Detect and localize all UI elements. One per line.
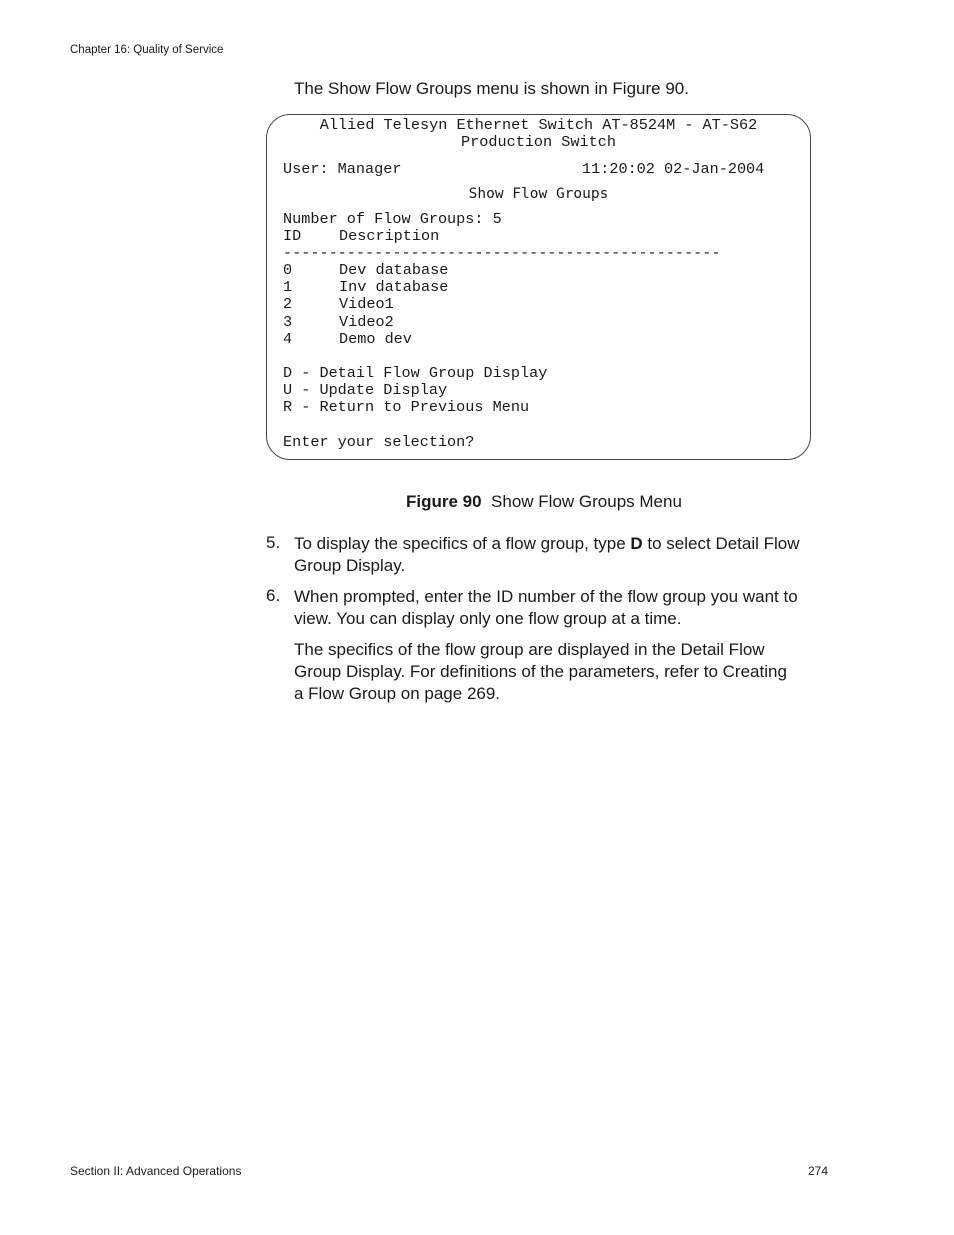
figure-title: Show Flow Groups Menu bbox=[491, 492, 682, 511]
row-id: 2 bbox=[283, 295, 293, 313]
row-description: Demo dev bbox=[339, 330, 412, 348]
footer-section: Section II: Advanced Operations bbox=[70, 1164, 242, 1178]
row-description: Dev database bbox=[339, 261, 449, 279]
step-text-pre: To display the specifics of a flow group, type bbox=[294, 534, 631, 553]
figure-label: Figure 90 bbox=[406, 492, 482, 511]
step-number: 5. bbox=[266, 533, 281, 552]
menu-option-update: U - Update Display bbox=[283, 381, 448, 399]
column-header-id: ID bbox=[283, 227, 302, 245]
row-id: 3 bbox=[283, 313, 293, 331]
chapter-header: Chapter 16: Quality of Service bbox=[70, 44, 224, 56]
selection-prompt: Enter your selection? bbox=[283, 433, 475, 451]
menu-option-return: R - Return to Previous Menu bbox=[283, 398, 530, 416]
row-id: 0 bbox=[283, 261, 293, 279]
step-number: 6. bbox=[266, 586, 281, 605]
paragraph-line: a Flow Group on page 269. bbox=[294, 684, 501, 703]
terminal-title: Allied Telesyn Ethernet Switch AT-8524M - AT-S62 bbox=[319, 116, 758, 134]
paragraph-line: Group Display. For definitions of the parameters, refer to Creating bbox=[294, 662, 787, 681]
column-header-description: Description bbox=[339, 227, 440, 245]
terminal-user: User: Manager bbox=[283, 160, 402, 178]
row-description: Video1 bbox=[339, 295, 394, 313]
menu-option-detail: D - Detail Flow Group Display bbox=[283, 364, 548, 382]
paragraph-line: The specifics of the flow group are displayed in the Detail Flow bbox=[294, 640, 765, 659]
figure-caption bbox=[406, 492, 682, 512]
step-key: D bbox=[630, 534, 643, 553]
terminal-datetime: 11:20:02 02-Jan-2004 bbox=[582, 160, 765, 178]
step-text-line1: When prompted, enter the ID number of the flow group you want to bbox=[294, 587, 798, 606]
flow-group-count: Number of Flow Groups: 5 bbox=[283, 210, 502, 228]
separator-line: ------------------------------------------------ bbox=[283, 244, 721, 262]
step-text-line2: view. You can display only one flow group at a time. bbox=[294, 609, 682, 628]
step-text bbox=[294, 533, 834, 577]
step-text-line2: Group Display. bbox=[294, 556, 406, 575]
body-paragraph bbox=[294, 639, 834, 705]
row-id: 1 bbox=[283, 278, 293, 296]
menu-title: Show Flow Groups bbox=[468, 186, 609, 202]
terminal-subtitle: Production Switch bbox=[461, 133, 616, 151]
step-text-post: to select Detail Flow bbox=[642, 534, 800, 553]
intro-text: The Show Flow Groups menu is shown in Figure 90. bbox=[294, 79, 689, 98]
page-number: 274 bbox=[808, 1164, 829, 1178]
step-text bbox=[294, 586, 834, 630]
row-description: Inv database bbox=[339, 278, 449, 296]
row-description: Video2 bbox=[339, 313, 394, 331]
row-id: 4 bbox=[283, 330, 293, 348]
